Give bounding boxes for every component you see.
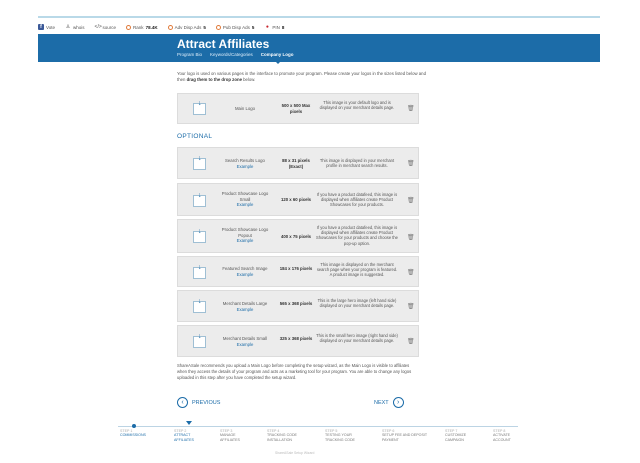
trash-icon[interactable]: 🗑 [407,198,415,204]
logo-description: This image is displayed on the merchant search page when your program is featured. A product image is suggested. [316,262,398,278]
tab-keywords-categories[interactable]: Keywords/Categories [210,52,253,57]
seo-toolbar [38,20,600,34]
example-link[interactable]: Example [236,163,254,169]
ring-icon [168,25,173,30]
step-label: ACTIVATE ACCOUNT [493,433,511,442]
logo-row-main [177,93,419,124]
step-number: STEP 7 [445,429,458,433]
upload-arrow-icon: ↓ [198,298,202,305]
upload-arrow-icon: ↓ [198,100,202,107]
wizard-step-1[interactable] [120,429,172,438]
logo-name-text: Merchant Details Small [222,336,268,341]
facebook-icon: f [38,24,44,30]
intro-tail: below. [243,77,256,82]
step-number: STEP 1 [120,429,133,433]
logo-name-text: Featured Search Image [222,266,268,271]
logo-name [216,266,274,277]
step-number: STEP 3 [220,429,233,433]
example-link[interactable]: Example [236,306,254,312]
drop-zone[interactable] [193,100,206,115]
intro-body: Your logo is used on various pages in the interface to promote your program. Please create your logos in the sizes listed below and then [177,71,426,82]
logo-name [216,191,274,208]
logo-row-merchant-large [177,290,419,322]
code-icon: </> [94,24,102,30]
wizard-step-2[interactable] [174,429,210,442]
trash-icon[interactable]: 🗑 [407,106,415,112]
ring-icon [216,25,221,30]
step-label: SETUP FEE AND DEPOSIT PAYMENT [382,433,428,442]
step-number: STEP 2 [174,429,187,433]
step-number: STEP 8 [493,429,506,433]
upload-arrow-icon: ↓ [198,192,202,199]
active-tab-caret [275,61,281,64]
toolbar-source[interactable] [95,24,117,30]
person-icon: ♙ [65,24,71,30]
page-title: Attract Affiliates [177,37,270,51]
toolbar-pin[interactable] [264,24,284,30]
example-link[interactable]: Example [236,341,254,347]
drop-zone[interactable] [193,264,206,279]
drop-zone[interactable] [193,155,206,170]
top-divider [38,16,600,18]
tab-company-logo[interactable]: Company Logo [260,52,294,57]
trash-icon[interactable]: 🗑 [407,304,415,310]
logo-description: This is the large hero image (left hand side) displayed on your merchant details page. [317,298,397,309]
logo-description: If you have a product datafeed, this image is displayed when affiliates create Product Showcases for your products and choose the pop-up option. [316,225,398,246]
upload-arrow-icon: ↓ [198,228,202,235]
step-number: STEP 6 [382,429,395,433]
chevron-right-icon: › [393,397,404,408]
logo-size: 500 x 500 Max pixels [281,103,311,114]
example-link[interactable]: Example [236,271,254,277]
toolbar-vote[interactable] [38,24,55,30]
toolbar-rank-label: Rank [133,24,144,30]
recommendation-note: ShareASale recommends you upload a Main Logo before completing the setup wizard, as the Main Logo is visible to affiliates when they access the details of your program and acts as a marketing tool for your program. You are able to change any logos uploaded in this step after you have completed the setup wizard. [177,363,412,380]
wizard-step-7[interactable] [445,429,481,442]
ring-icon [126,25,131,30]
logo-size: 184 x 176 pixels [279,266,313,271]
upload-arrow-icon: ↓ [198,333,202,340]
header-tabs [177,52,294,57]
page-header [38,34,600,62]
drop-zone[interactable] [193,228,206,243]
current-step-caret [186,421,192,425]
toolbar-pin-value: 8 [281,24,285,30]
logo-name [216,106,274,112]
toolbar-pub-value: 5 [251,24,255,30]
tab-program-bio[interactable]: Program Bio [177,52,203,57]
trash-icon[interactable]: 🗑 [407,270,415,276]
trash-icon[interactable]: 🗑 [407,339,415,345]
footer-text: ShareASale Setup Wizard [275,451,315,455]
intro-text [177,71,427,83]
logo-row-showcase-small [177,183,419,216]
drop-zone[interactable] [193,192,206,207]
step-label: CUSTOMIZE CAMPAIGN [445,433,467,442]
trash-icon[interactable]: 🗑 [407,161,415,167]
step-label: TESTING YOUR TRACKING CODE [325,433,355,442]
logo-name [216,158,274,169]
example-link[interactable]: Example [236,202,254,207]
toolbar-whois-label: whois [73,24,85,30]
step-number: STEP 4 [267,429,280,433]
upload-arrow-icon: ↓ [198,155,202,162]
logo-description: This is the small hero image (right hand side) displayed on your merchant details page. [316,333,398,344]
logo-size: 400 x 75 pixels [280,234,312,239]
step-label: ATTRACT AFFILIATES [174,433,194,442]
previous-label: PREVIOUS [192,399,221,406]
toolbar-source-label: source [102,24,117,30]
logo-row-merchant-small [177,325,419,357]
logo-name-text: Merchant Details Large [222,301,268,306]
toolbar-whois[interactable] [65,24,85,30]
optional-heading: OPTIONAL [177,133,213,140]
toolbar-rank-value: 78.4K [145,24,158,30]
trash-icon[interactable]: 🗑 [407,235,415,241]
step-label: MANAGE AFFILIATES [220,433,240,442]
toolbar-pin-label: PIN [272,24,280,30]
logo-size: 565 x 368 pixels [279,301,313,306]
drop-zone[interactable] [193,333,206,348]
logo-name-text: Product Showcase Logo Popout [221,227,269,238]
logo-name-text: Search Results Logo [225,158,265,163]
next-button[interactable] [374,397,404,408]
upload-arrow-icon: ↓ [198,264,202,271]
step-dot [132,424,136,428]
step-number: STEP 5 [325,429,338,433]
logo-row-showcase-popout [177,219,419,253]
next-label: NEXT [374,399,389,406]
wizard-step-6[interactable] [382,429,430,442]
wizard-progress-line [118,426,518,427]
example-link[interactable]: Example [236,238,254,243]
step-label: TRACKING CODE INSTALLATION [267,433,297,442]
toolbar-pub-label: Pub Disp Ads [222,24,250,30]
logo-name [216,301,274,312]
pin-icon: ● [265,24,269,30]
toolbar-vote-label: Vote [46,24,56,30]
logo-description: This image is displayed in your merchant profile in merchant search results. [319,158,395,169]
logo-name-text: Product Showcase Logo Small [221,191,269,202]
toolbar-rank[interactable] [126,25,158,30]
logo-name-text: Main Logo [234,106,256,111]
drop-zone[interactable] [193,298,206,313]
chevron-left-icon: ‹ [177,397,188,408]
wizard-step-3[interactable] [220,429,256,442]
wizard-step-8[interactable] [493,429,523,442]
intro-bold: drag them to the drop zone [186,77,242,82]
wizard-step-5[interactable] [325,429,367,442]
previous-button[interactable] [177,397,220,408]
logo-size: 325 x 368 pixels [279,336,313,341]
toolbar-adv-value: 5 [203,24,206,30]
toolbar-adv-label: Adv Disp Ads [174,24,202,30]
wizard-step-4[interactable] [267,429,311,442]
logo-name [216,336,274,347]
logo-row-search-results [177,147,419,179]
logo-row-featured-search [177,256,419,287]
step-label: COMMISSIONS [120,433,146,438]
toolbar-adv-disp-ads[interactable] [168,25,206,30]
logo-name [216,227,274,244]
logo-size: 120 x 60 pixels [280,197,312,202]
logo-description: If you have a product datafeed, this image is displayed when affiliates create Product Showcases for your products. [316,192,398,208]
toolbar-pub-disp-ads[interactable] [216,25,255,30]
logo-size: 88 x 31 pixels (Exact) [282,158,310,169]
logo-description: This image is your default logo and is displayed on your merchant details page. [319,100,395,111]
